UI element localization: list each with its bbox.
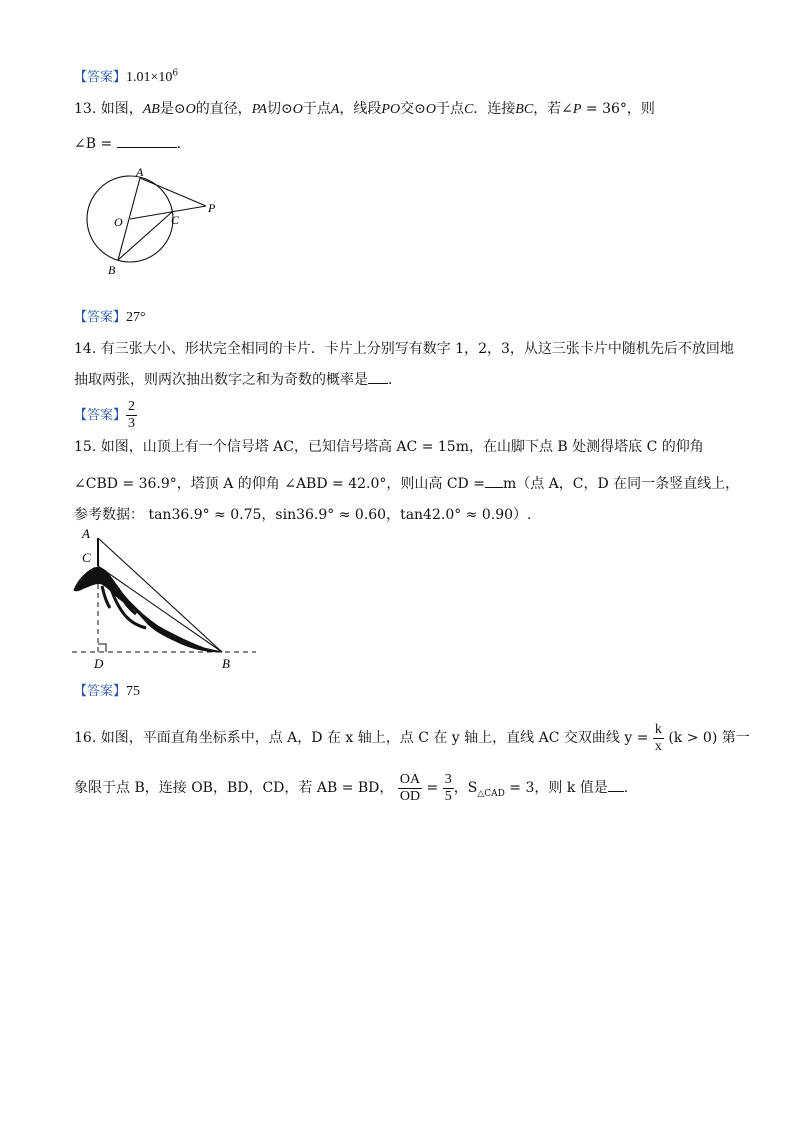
segment-bc	[118, 212, 172, 260]
right-angle-mark	[98, 644, 106, 652]
q13-var: PO	[381, 102, 401, 117]
q13-text: ，线段	[339, 101, 382, 117]
q13-var: O	[292, 102, 303, 117]
fraction-denominator: OD	[399, 788, 421, 804]
q13-angle-b: ∠B =	[74, 136, 113, 152]
q13-text: 切⊙	[267, 101, 293, 117]
q13-var: P	[572, 102, 582, 117]
q16-ratio-oa-od	[398, 772, 422, 805]
answer-14-fraction	[126, 399, 137, 432]
fraction-denominator: x	[654, 738, 662, 754]
q13-text: 13. 如图，	[74, 101, 143, 117]
q16-text: 16. 如图，平面直角坐标系中，点 A，D 在 x 轴上，点 C 在 y 轴上，直线 AC 交双曲线 y =	[74, 730, 649, 746]
question-16-line1	[74, 718, 750, 758]
label-p: P	[208, 201, 216, 215]
answer-blank[interactable]	[485, 474, 503, 488]
fraction-denominator: 3	[128, 415, 136, 431]
q13-var: AB	[142, 102, 160, 117]
q13-text: 于点	[435, 101, 464, 117]
mountain-shape	[74, 567, 222, 652]
fraction-numerator: OA	[399, 771, 421, 787]
q16-ratio-value	[443, 772, 454, 805]
question-13-line1	[74, 100, 655, 119]
question-14-line1: 14. 有三张大小、形状完全相同的卡片．卡片上分别写有数字 1，2，3，从这三张卡片中随机先后不放回地	[74, 341, 734, 357]
answer-13	[74, 308, 146, 327]
answer-tag: 【答案】	[74, 310, 127, 325]
q13-text: = 36°，则	[581, 101, 655, 117]
q13-var: O	[185, 102, 196, 117]
tangent-pa	[140, 178, 206, 206]
question-13-line2	[74, 134, 191, 153]
answer-15	[74, 682, 140, 701]
q13-var: O	[425, 102, 436, 117]
answer-tag: 【答案】	[74, 408, 127, 423]
q13-var: A	[330, 102, 340, 117]
question-15-line1: 15. 如图，山顶上有一个信号塔 AC，已知信号塔高 AC = 15m，在山脚下点 B 处测得塔底 C 的仰角	[74, 439, 704, 455]
q13-var: BC	[515, 102, 534, 117]
question-15-line2	[74, 474, 739, 493]
answer-tag: 【答案】	[74, 684, 127, 699]
figure-13-circle	[80, 164, 240, 280]
q14-end: ．	[388, 372, 402, 388]
q16-k-over-x	[653, 722, 664, 755]
label-a: A	[136, 165, 144, 179]
fraction-numerator: 2	[128, 398, 136, 414]
q15-text-end: m（点 A，C，D 在同一条竖直线上，	[502, 476, 740, 492]
question-16-line2	[74, 768, 638, 814]
figure-15-mountain	[72, 528, 262, 672]
q16-area-label: ，S	[453, 780, 478, 796]
q13-text: 的直径，	[195, 101, 252, 117]
label-b: B	[222, 656, 230, 671]
answer-12	[74, 68, 178, 87]
label-b: B	[108, 263, 116, 277]
q13-text: 于点	[302, 101, 331, 117]
answer-blank[interactable]	[368, 370, 388, 384]
q13-text: ，若∠	[533, 101, 573, 117]
fraction-numerator: 3	[444, 771, 452, 787]
answer-blank[interactable]	[117, 134, 177, 148]
fraction-denominator: 5	[444, 788, 452, 804]
q15-text: ∠CBD = 36.9°，塔顶 A 的仰角 ∠ABD = 42.0°，则山高 CD =	[74, 476, 485, 492]
answer-15-value: 75	[126, 684, 141, 699]
q13-text: 交⊙	[400, 101, 426, 117]
segment-po	[130, 206, 206, 219]
label-c: C	[171, 213, 180, 227]
label-d: D	[94, 656, 104, 671]
answer-14	[74, 398, 137, 433]
q16-area-sub: △CAD	[477, 788, 505, 799]
answer-blank[interactable]	[608, 778, 624, 792]
q16-area-value: = 3，则 k 值是	[504, 780, 608, 796]
q16-condition: (k > 0) 第一	[668, 730, 750, 746]
q16-end: ．	[623, 780, 638, 796]
q16-text: 象限于点 B，连接 OB，BD，CD，若 AB = BD，	[74, 780, 394, 796]
q13-var: C	[463, 102, 474, 117]
q14-text: 抽取两张，则两次抽出数字之和为奇数的概率是	[74, 372, 368, 388]
sightline-cb	[98, 566, 222, 652]
q13-var: PA	[251, 102, 267, 117]
answer-12-value: 1.01×10	[126, 70, 173, 85]
answer-13-value: 27°	[126, 310, 146, 325]
question-15-line3: 参考数据： tan36.9° ≈ 0.75，sin36.9° ≈ 0.60，tan42.0° ≈ 0.90）.	[74, 507, 532, 523]
fraction-numerator: k	[654, 721, 662, 737]
q13-text: 是⊙	[159, 101, 186, 117]
label-c: C	[82, 550, 91, 565]
q13-end: ．	[176, 136, 191, 152]
label-a: A	[82, 528, 90, 541]
q16-equals: =	[426, 780, 439, 796]
question-14-line2	[74, 370, 402, 389]
answer-tag: 【答案】	[74, 70, 127, 85]
answer-12-exponent: 6	[172, 68, 179, 79]
q13-text: ．连接	[473, 101, 516, 117]
label-o: O	[114, 215, 123, 229]
